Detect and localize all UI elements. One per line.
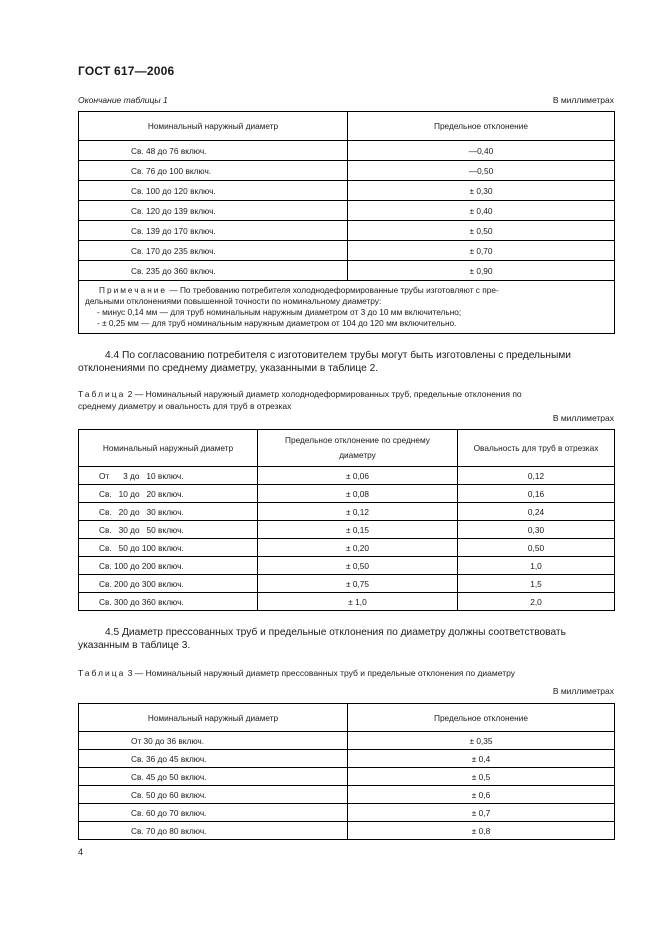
- table-row: [79, 786, 615, 804]
- table-cell: ± 0,35: [348, 732, 615, 750]
- table2-col-header: Предельное отклонение по среднему диаметру: [258, 430, 458, 467]
- table-cell: —0,40: [348, 141, 615, 161]
- table3: [78, 703, 615, 840]
- paragraph-4-4: [78, 349, 615, 375]
- table-cell: Св. 50 до 60 включ.: [79, 786, 348, 804]
- table3-units: В миллиметрах: [552, 686, 614, 696]
- table-cell: ± 0,15: [258, 521, 458, 539]
- table-cell: Св. 20 до 30 включ.: [79, 503, 258, 521]
- table-row: [79, 539, 615, 557]
- table-row: [79, 485, 615, 503]
- table-cell: 0,50: [458, 539, 615, 557]
- table1-note: [79, 281, 615, 334]
- table2: [78, 429, 615, 611]
- table-cell: Св. 100 до 200 включ.: [79, 557, 258, 575]
- paragraph-4-5: [78, 626, 615, 652]
- table-cell: Св. 36 до 45 включ.: [79, 750, 348, 768]
- note-label: Примечание: [99, 285, 168, 295]
- document-header: ГОСТ 617—2006: [78, 64, 175, 78]
- table-row: [79, 575, 615, 593]
- table-cell: ± 0,6: [348, 786, 615, 804]
- table-row: [79, 201, 615, 221]
- table-cell: ± 0,70: [348, 241, 615, 261]
- table2-label: Таблица: [78, 389, 126, 399]
- table-row: [79, 768, 615, 786]
- table-cell: ± 0,50: [348, 221, 615, 241]
- table-cell: Св. 50 до 100 включ.: [79, 539, 258, 557]
- table-cell: ± 0,7: [348, 804, 615, 822]
- para-line: отклонениями по среднему диаметру, указанными в таблице 2.: [78, 363, 379, 374]
- note-text: — По требованию потребителя холоднодеформированные трубы изготовляют с пре-: [167, 285, 499, 295]
- table-cell: Св. 70 до 80 включ.: [79, 822, 348, 840]
- table-cell: 0,12: [458, 467, 615, 485]
- table1: [78, 111, 615, 334]
- para-line: 4.4 По согласованию потребителя с изготовителем трубы могут быть изготовлены с предельными: [105, 350, 571, 361]
- table-cell: ± 0,30: [348, 181, 615, 201]
- table-cell: Св. 120 до 139 включ.: [79, 201, 348, 221]
- table-row: [79, 161, 615, 181]
- table2-col-header: Номинальный наружный диаметр: [79, 430, 258, 467]
- table3-label: Таблица: [78, 668, 126, 678]
- table-row: [79, 141, 615, 161]
- table-row: [79, 221, 615, 241]
- table3-caption: [78, 668, 615, 678]
- para-line: указанным в таблице 3.: [78, 640, 191, 651]
- table1-units: В миллиметрах: [552, 95, 614, 105]
- table3-caption-text: 3 — Номинальный наружный диаметр прессованных труб и предельные отклонения по диаметру: [125, 668, 515, 678]
- table2-col-header: Овальность для труб в отрезках: [458, 430, 615, 467]
- table-row: [79, 593, 615, 611]
- table-row: [79, 261, 615, 281]
- table2-caption-line2: среднему диаметру и овальность для труб в отрезках: [78, 401, 292, 411]
- table-row: [79, 822, 615, 840]
- table-cell: Св. 235 до 360 включ.: [79, 261, 348, 281]
- table-row: [79, 241, 615, 261]
- table1-caption: Окончание таблицы 1: [78, 95, 168, 105]
- para-line: 4.5 Диаметр прессованных труб и предельные отклонения по диаметру должны соответствовать: [105, 627, 566, 638]
- table1-col-header: Предельное отклонение: [348, 112, 615, 141]
- table-row: [79, 503, 615, 521]
- table-cell: Св. 300 до 360 включ.: [79, 593, 258, 611]
- table-cell: ± 1,0: [258, 593, 458, 611]
- note-item: - ± 0,25 мм — для труб номинальным наружным диаметром от 104 до 120 мм включительно.: [97, 318, 457, 328]
- table-cell: ± 0,4: [348, 750, 615, 768]
- table-cell: 1,0: [458, 557, 615, 575]
- table3-header-row: [79, 704, 615, 732]
- table-cell: 0,24: [458, 503, 615, 521]
- note-item: - минус 0,14 мм — для труб номинальным наружным диаметром от 3 до 10 мм включительно;: [97, 307, 462, 317]
- table-cell: От 3 до 10 включ.: [79, 467, 258, 485]
- table-row: [79, 732, 615, 750]
- table-cell: ± 0,20: [258, 539, 458, 557]
- table-cell: ± 0,06: [258, 467, 458, 485]
- table1-header-row: [79, 112, 615, 141]
- table-row: [79, 521, 615, 539]
- table-cell: Св. 170 до 235 включ.: [79, 241, 348, 261]
- table-cell: 2,0: [458, 593, 615, 611]
- table-cell: 0,16: [458, 485, 615, 503]
- table-cell: Св. 200 до 300 включ.: [79, 575, 258, 593]
- table3-col-header: Предельное отклонение: [348, 704, 615, 732]
- table-cell: Св. 60 до 70 включ.: [79, 804, 348, 822]
- note-line: [85, 285, 608, 296]
- table2-caption: [78, 388, 615, 412]
- table2-caption-text: 2 — Номинальный наружный диаметр холоднодеформированных труб, предельные отклонения по: [125, 389, 522, 399]
- table-cell: Св. 139 до 170 включ.: [79, 221, 348, 241]
- table-cell: ± 0,12: [258, 503, 458, 521]
- table2-header-row: [79, 430, 615, 467]
- table-cell: Св. 45 до 50 включ.: [79, 768, 348, 786]
- table-row: [79, 467, 615, 485]
- table-cell: ± 0,75: [258, 575, 458, 593]
- table-cell: —0,50: [348, 161, 615, 181]
- table-cell: ± 0,90: [348, 261, 615, 281]
- table-cell: Св. 30 до 50 включ.: [79, 521, 258, 539]
- table-row: [79, 804, 615, 822]
- table-row: [79, 557, 615, 575]
- table-cell: ± 0,8: [348, 822, 615, 840]
- table-cell: Св. 100 до 120 включ.: [79, 181, 348, 201]
- table-cell: ± 0,50: [258, 557, 458, 575]
- table-cell: Св. 48 до 76 включ.: [79, 141, 348, 161]
- table-cell: 1,5: [458, 575, 615, 593]
- table-cell: Св. 76 до 100 включ.: [79, 161, 348, 181]
- table1-note-row: [79, 281, 615, 334]
- table2-units: В миллиметрах: [552, 413, 614, 423]
- table3-col-header: Номинальный наружный диаметр: [79, 704, 348, 732]
- table-row: [79, 750, 615, 768]
- table-cell: ± 0,5: [348, 768, 615, 786]
- page-number: 4: [78, 847, 84, 857]
- table1-col-header: Номинальный наружный диаметр: [79, 112, 348, 141]
- table-cell: 0,30: [458, 521, 615, 539]
- table-cell: Св. 10 до 20 включ.: [79, 485, 258, 503]
- table-cell: ± 0,40: [348, 201, 615, 221]
- table-cell: От 30 до 36 включ.: [79, 732, 348, 750]
- note-line: дельными отклонениями повышенной точности по номинальному диаметру:: [85, 296, 382, 306]
- table-cell: ± 0,08: [258, 485, 458, 503]
- table-row: [79, 181, 615, 201]
